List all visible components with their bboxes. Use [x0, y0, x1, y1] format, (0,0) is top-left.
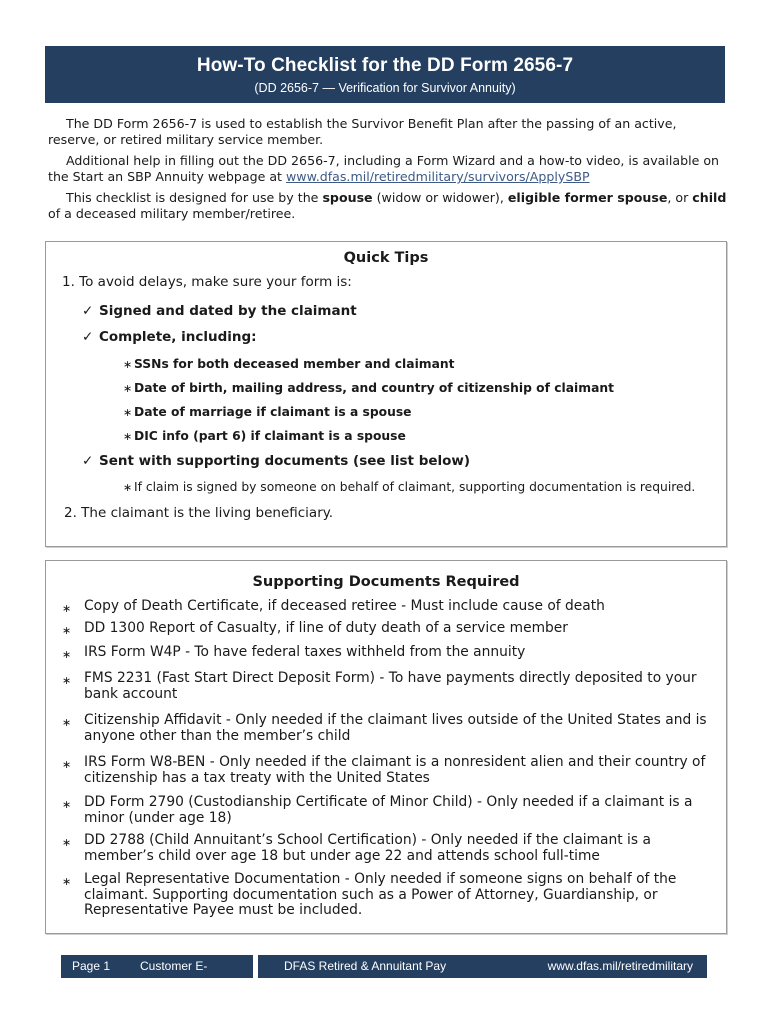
intro-paragraph-3: This checklist is designed for use by the spouse (widow or widower), eligible former spouse, or child of a deceased military member/retiree. — [48, 190, 727, 221]
complete-sub-marriage: ∗ Date of marriage if claimant is a spouse — [123, 405, 412, 419]
tip-item-2: 2. The claimant is the living beneficiary. — [64, 505, 334, 521]
check-signed: ✓ Signed and dated by the claimant — [82, 303, 357, 319]
asterisk-bullet-icon: ∗ — [62, 836, 72, 849]
list-item: ∗ IRS Form W4P - To have federal taxes withheld from the annuity — [62, 644, 526, 661]
checkmark-icon: ✓ — [82, 329, 94, 345]
footer-url: www.dfas.mil/retiredmilitary — [547, 959, 693, 973]
asterisk-bullet-icon: ∗ — [123, 406, 133, 419]
asterisk-bullet-icon: ∗ — [62, 648, 72, 661]
asterisk-bullet-icon: ∗ — [62, 875, 72, 888]
list-item: ∗ Legal Representative Documentation - Only needed if someone signs on behalf of the claimant. Supporting documentation such as a Power of Attorney, Guardianship, or Representative Payee must be included. — [62, 871, 677, 918]
intro-paragraph-1: The DD Form 2656-7 is used to establish the Survivor Benefit Plan after the passing of an active, reserve, or retired military service member. — [48, 116, 677, 147]
list-item: ∗ FMS 2231 (Fast Start Direct Deposit Form) - To have payments directly deposited to your bank account — [62, 670, 697, 702]
supporting-documents-box — [45, 560, 727, 934]
asterisk-bullet-icon: ∗ — [62, 602, 72, 615]
sent-sub-note: ∗ If claim is signed by someone on behalf of claimant, supporting documentation is required. — [123, 480, 696, 494]
quick-tips-box — [45, 241, 727, 547]
footer-org-label: DFAS Retired & Annuitant Pay — [284, 959, 447, 973]
asterisk-bullet-icon: ∗ — [123, 430, 133, 443]
title-banner — [45, 46, 725, 103]
complete-sub-dic: ∗ DIC info (part 6) if claimant is a spouse — [123, 429, 406, 443]
list-item: ∗ Copy of Death Certificate, if deceased retiree - Must include cause of death — [62, 598, 605, 615]
page-title: How-To Checklist for the DD Form 2656-7 — [196, 55, 574, 76]
list-item: ∗ DD 2788 (Child Annuitant’s School Certification) - Only needed if the claimant is a member’s child over age 18 but under age 22 and attends school full-time — [62, 832, 651, 864]
check-complete: ✓ Complete, including: — [82, 329, 257, 345]
supporting-documents-title: Supporting Documents Required — [252, 574, 520, 590]
asterisk-bullet-icon: ∗ — [123, 382, 133, 395]
page-subtitle: (DD 2656-7 — Verification for Survivor Annuity) — [254, 81, 516, 95]
asterisk-bullet-icon: ∗ — [62, 716, 72, 729]
footer-left-bar — [61, 955, 253, 996]
complete-sub-dob: ∗ Date of birth, mailing address, and country of citizenship of claimant — [123, 381, 615, 395]
intro-paragraph-2: Additional help in filling out the DD 2656-7, including a Form Wizard and a how-to video, is available on the Start an SBP Annuity webpage at www.dfas.mil/retiredmilitary/survivors/ApplySBP — [48, 153, 720, 184]
asterisk-bullet-icon: ∗ — [123, 358, 133, 371]
list-item: ∗ IRS Form W8-BEN - Only needed if the claimant is a nonresident alien and their country of citizenship has a tax treaty with the United States — [62, 754, 706, 786]
asterisk-bullet-icon: ∗ — [62, 798, 72, 811]
asterisk-bullet-icon: ∗ — [123, 481, 133, 494]
list-item: ∗ Citizenship Affidavit - Only needed if the claimant lives outside of the United States and is anyone other than the member’s child — [62, 712, 707, 744]
quick-tips-title: Quick Tips — [343, 250, 429, 266]
asterisk-bullet-icon: ∗ — [62, 624, 72, 637]
intro-section — [48, 116, 728, 227]
apply-sbp-link[interactable]: www.dfas.mil/retiredmilitary/survivors/ApplySBP — [285, 169, 590, 184]
footer-page-number: Page 1 — [72, 959, 111, 973]
asterisk-bullet-icon: ∗ — [62, 674, 72, 687]
checkmark-icon: ✓ — [82, 303, 94, 319]
list-item: ∗ DD 1300 Report of Casualty, if line of duty death of a service member — [62, 620, 568, 637]
list-item: ∗ DD Form 2790 (Custodianship Certificate of Minor Child) - Only needed if a claimant is a minor (under age 18) — [62, 794, 693, 826]
footer-checklist-label: Customer E-Checklist — [140, 959, 208, 996]
asterisk-bullet-icon: ∗ — [62, 758, 72, 771]
footer-right-bar — [258, 955, 707, 978]
tip-item-1: 1. To avoid delays, make sure your form is: — [62, 274, 352, 290]
complete-sub-ssn: ∗ SSNs for both deceased member and claimant — [123, 357, 455, 371]
check-sent: ✓ Sent with supporting documents (see list below) — [82, 453, 471, 469]
checkmark-icon: ✓ — [82, 453, 94, 469]
